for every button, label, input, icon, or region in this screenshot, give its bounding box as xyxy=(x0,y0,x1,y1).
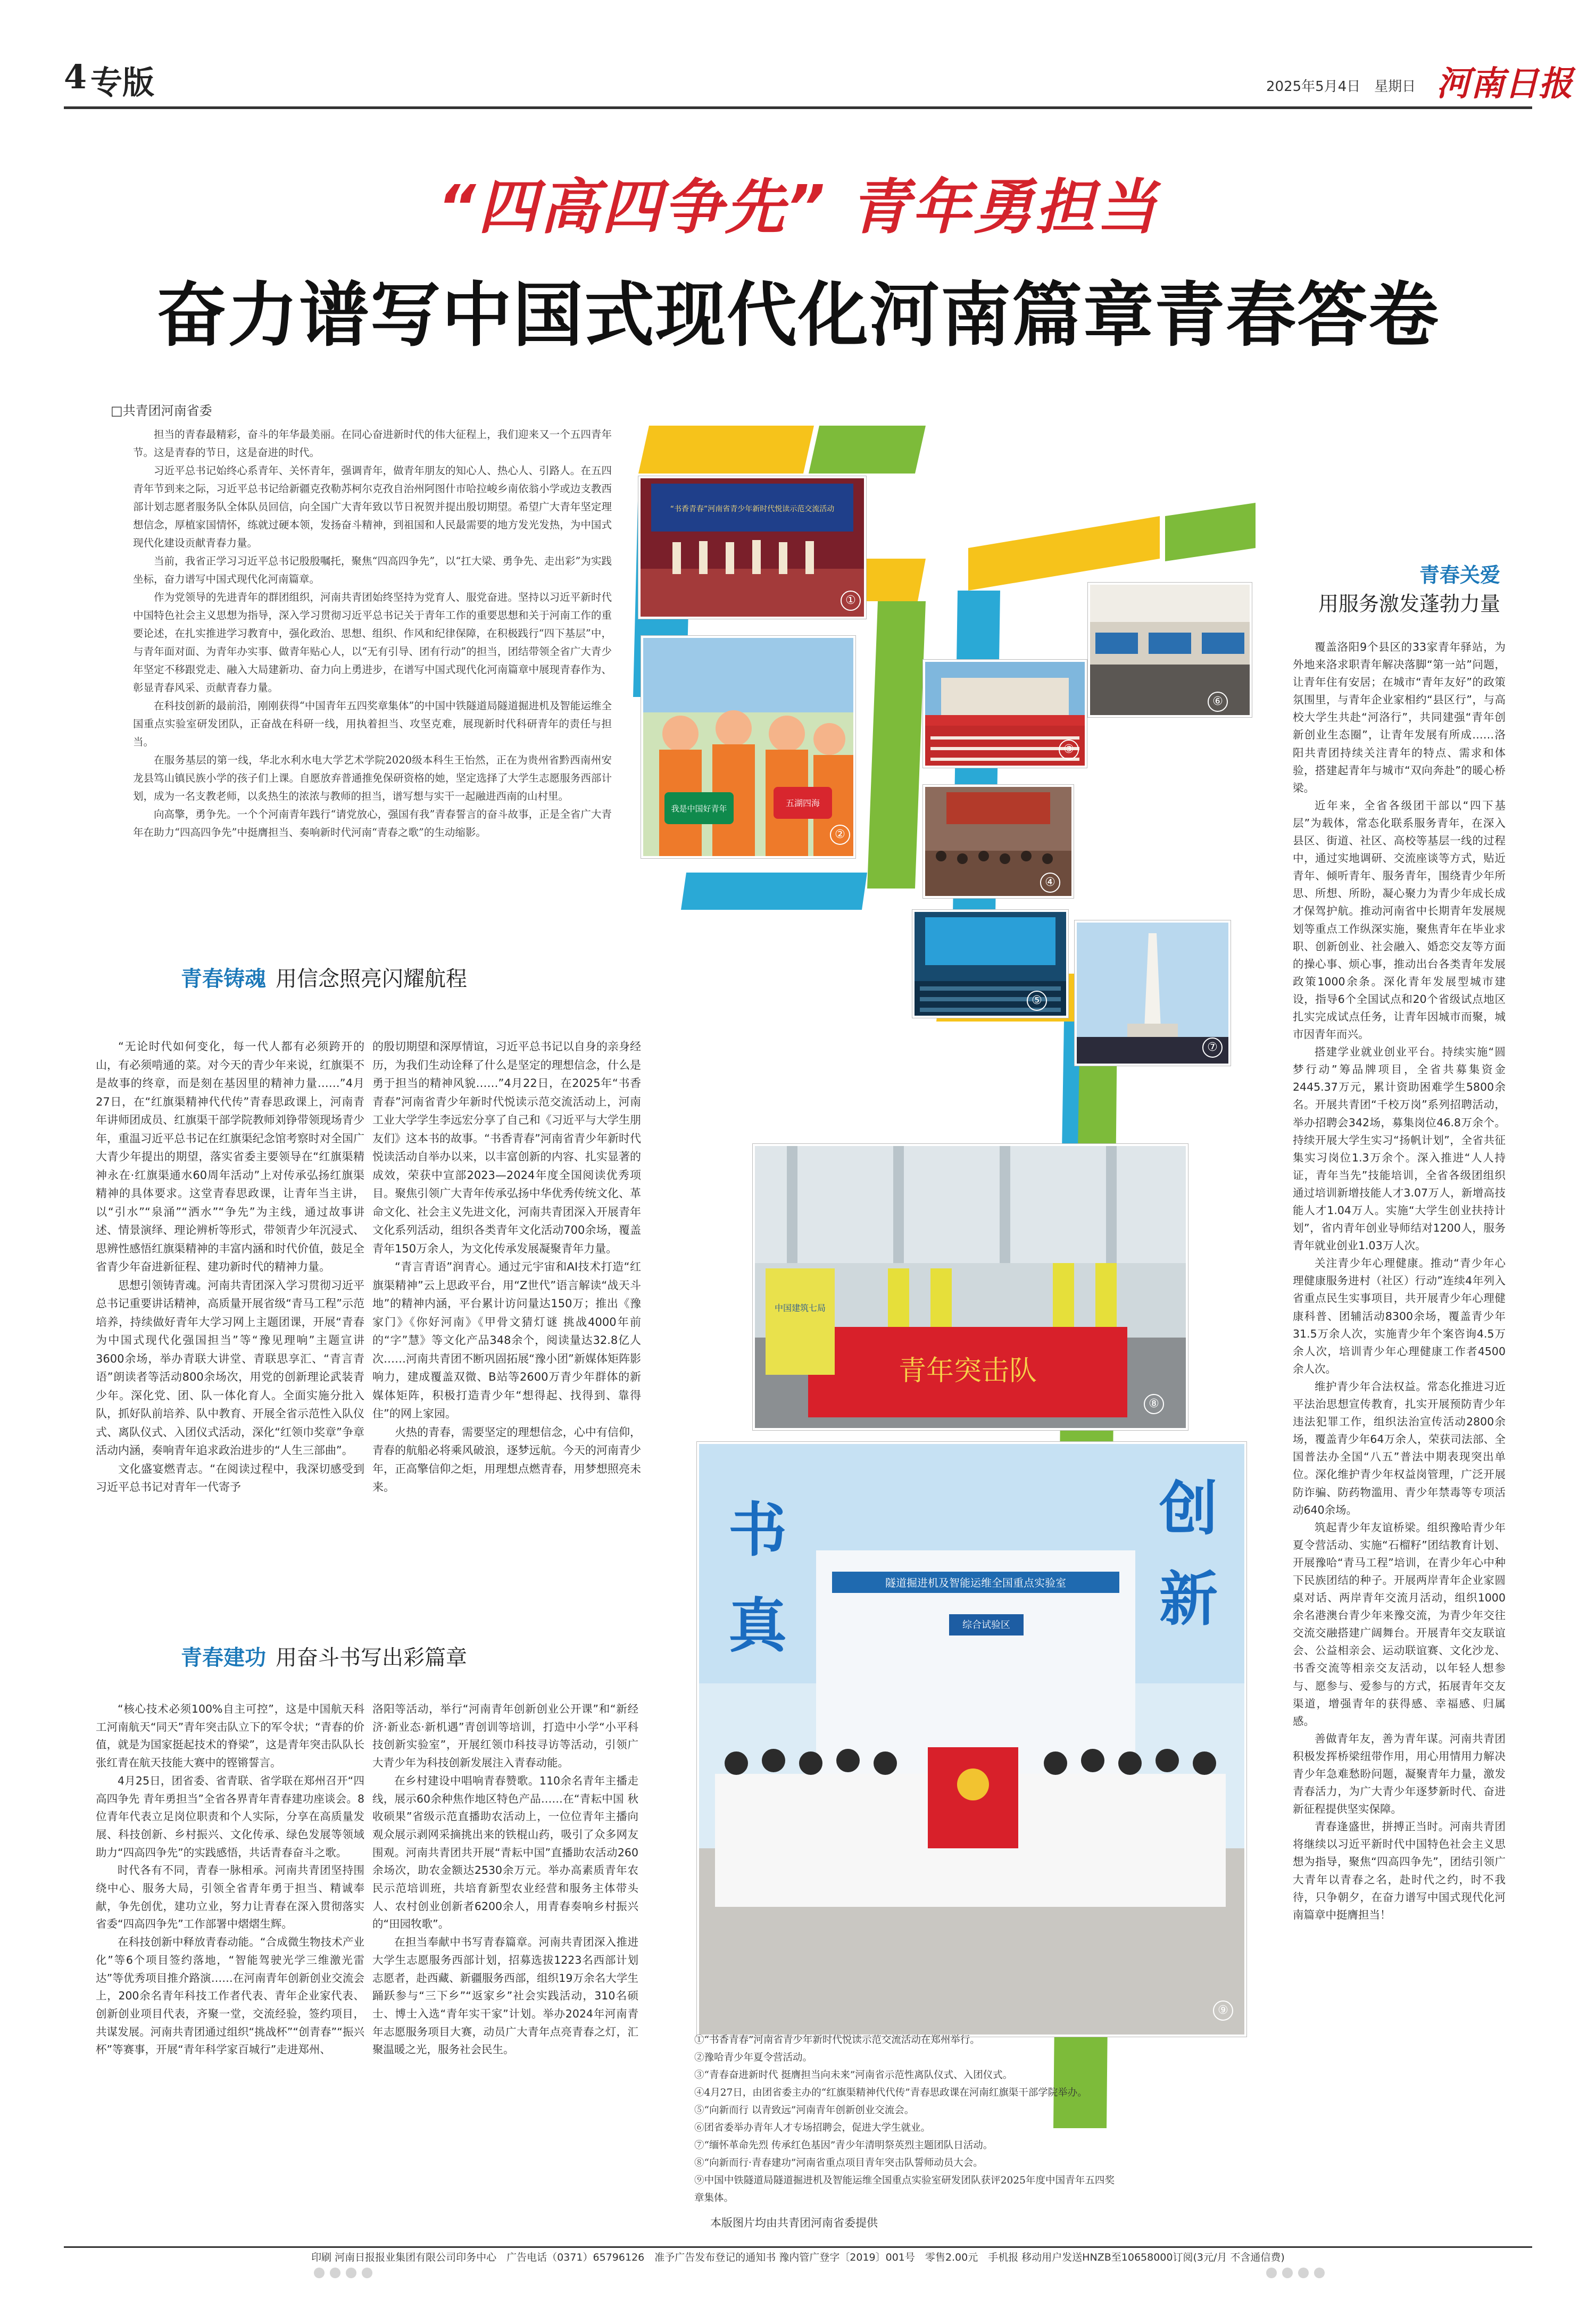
calligraphy-char: 书 xyxy=(728,1496,787,1564)
strip-yellow xyxy=(638,426,814,474)
flag-text: 青年突击队 xyxy=(898,1355,1037,1387)
building xyxy=(941,678,1069,715)
title-kicker: “四高四争先” 青年勇担当 xyxy=(437,173,1159,242)
stage-banner: “书香青春”河南省青少年新时代悦读示范交流活动 xyxy=(670,505,835,513)
body-paragraph: 近年来，全省各级团干部以“四下基层”为载体，常态化联系服务青年，在深入县区、街道、社区、高校等基层一线的过程中，通过实地调研、交流座谈等方式，贴近青年、倾听青年、服务青年，围绕青少年所思、所想、所盼，凝心聚力为青少年成长成才保驾护航。推动河南省中长期青年发展规划等重点工作纵深实施，聚焦青年在毕业求职、创新创业、社会融入、婚恋交友等方面的操心事、烦心事，推动出台各类青年发展政策1000余条。深化青年发展型城市建设，指导6个全国试点和20个省级试点地区扎实完成试点任务，让青年因城市而聚，城市因青年而兴。 xyxy=(1293,799,1506,1041)
body-paragraph: 文化盛宴燃青志。“在阅读过程中，我深切感受到习近平总书记对青年一代寄予 xyxy=(96,1462,364,1493)
body-paragraph: 覆盖洛阳9个县区的33家青年驿站，为外地来洛求职青年解决落脚“第一站”问题，让青年住有安居；在城市“青年友好”的政策氛围里，与青年企业家相约“县区行”，与高校大学生共赴“河洛行”，共同建强“青年创新创业生态圈”，让青年发展有所成……洛阳共青团持续关注青年的特点、需求和体验，搭建起青年与城市“双向奔赴”的暖心桥梁。 xyxy=(1293,641,1506,794)
section-heading: 青春铸魂 xyxy=(181,967,266,991)
registration-dot xyxy=(330,2268,340,2278)
photo-job-fair xyxy=(1088,583,1252,717)
registration-dot xyxy=(1314,2268,1325,2278)
banner-text: 隧道掘进机及智能运维全国重点实验室 xyxy=(885,1576,1066,1589)
body-paragraph: “核心技术必须100%自主可控”，这是中国航天科工河南航天“同天”青年突击队立下的军令状；“青春的价值，就是为国家挺起技术的脊梁”，这是青年突击队队长张红青在航天技能大赛中的铿锵誓言。 xyxy=(96,1703,364,1770)
photo-number: ⑤ xyxy=(1027,991,1047,1011)
sky xyxy=(643,638,853,712)
zhuhun-col2 xyxy=(372,1037,641,1497)
strip-green-3 xyxy=(1165,503,1256,561)
footer-rule xyxy=(64,2246,1532,2248)
signboard-text: 综合试验区 xyxy=(962,1620,1010,1631)
body-paragraph: 洛阳等活动，举行“河南青年创新创业公开课”和“新经济·新业态·新机遇”青创训等培训，打造中小学“小平科技创新实验室”，开展红领巾科技寻访等活动，引领广大青少年为科技创新发展注入青春动能。 xyxy=(372,1703,638,1770)
body-paragraph: 的殷切期望和深厚情谊，习近平总书记以自身的亲身经历，为我们生动诠释了什么是坚定的理想信念，什么是勇于担当的精神风貌……”4月22日，在2025年“书香青春”河南省青少年新时代悦读示范交流活动上，河南工业大学学生李远宏分享了自己和《习近平与大学生朋友们》这本书的故事。“书香青春”河南省青少年新时代悦读活动自举办以来，以丰富创新的内容、扎实显著的成效，荣获中宣部2023—2024年度全国阅读优秀项目。聚焦引领广大青年传承弘扬中华优秀传统文化、革命文化、社会主义先进文化，河南共青团深入开展青年文化系列活动，组织各类青年文化活动700余场，覆盖青年150万余人，为文化传承发展凝聚青年力量。 xyxy=(372,1040,641,1255)
photo-captions xyxy=(694,2031,1115,2207)
caption-item: ⑦“缅怀革命先烈 传承红色基因”青少年清明祭英烈主题团队日活动。 xyxy=(694,2140,993,2151)
stage-screen xyxy=(946,792,1050,824)
section-title-jiangong xyxy=(181,1641,467,1671)
caption-item: ⑨中国中铁隧道局隧道掘进机及智能运维全国重点实验室研发团队获评2025年度中国青年五四奖章集体。 xyxy=(694,2175,1115,2204)
section-name: 专版 xyxy=(90,64,154,102)
registration-dot xyxy=(1298,2268,1309,2278)
body-paragraph: 思想引领铸青魂。河南共青团深入学习贯彻习近平总书记重要讲话精神，高质量开展省级“青马工程”示范培养，持续做好青年大学习网上主题团课，开展“青春为中国式现代化强国担当”等“豫见理响”主题宣讲3600余场，举办青联大讲堂、青联思享汇、“青言青语”朗读者等活动800余场次，用党的创新理论武装青少年。深化党、团、队一体化育人。全面实施分批入队，抓好队前培养、队中教育、开展全省示范性入队仪式、离队仪式、入团仪式活动，深化“红领巾奖章”争章活动内涵，奏响青年追求政治进步的“人生三部曲”。 xyxy=(96,1278,364,1457)
body-paragraph: 4月25日，团省委、省青联、省学联在郑州召开“四高四争先 青年勇担当”全省各界青年青春建功座谈会。8位青年代表立足岗位职责和个人实际，分享在高质量发展、科技创新、乡村振兴、文化传承、绿色发展等领域助力“四高四争先”的实践感悟，共话青春奋斗之歌。 xyxy=(96,1774,364,1859)
flag-emblem xyxy=(957,1769,989,1800)
body-paragraph: 关注青少年心理健康。推动“青少年心理健康服务进村（社区）行动”连续4年列入省重点民生实事项目，共开展青少年心理健康科普、团辅活动8300余场，覆盖青少年31.5万余人次，实施青少年个案咨询4.5万余人次，培训青少年心理健康工作者4500余人次。 xyxy=(1293,1257,1506,1375)
monument-base xyxy=(1127,1024,1178,1037)
photo-number: ④ xyxy=(1040,873,1060,893)
footer-imprint: 印刷 河南日报报业集团有限公司印务中心 广告电话（0371）65796126 准予广告发布登记的通知书 豫内管广登字〔2019〕001号 零售2.00元 手机报 移动用户发送HNZB至10658000订阅(3元/月 不含通信费) xyxy=(311,2252,1285,2263)
registration-dot xyxy=(346,2268,356,2278)
zhuhun-col1 xyxy=(96,1037,364,1497)
worker-vest xyxy=(766,1268,835,1375)
body-paragraph: “青言青语”润青心。通过元宇宙和AI技术打造“红旗渠精神”云上思政平台，用“Z世代”语言解读“战天斗地”的精神内涵，平台累计访问量达150万；推出《豫家门》《你好河南》《甲骨文猜灯谜 挑战4000年前的“字”慧》等文化产品348余个，阅读量达32.8亿人次……河南共青团不断巩固拓展“豫小团”新媒体矩阵影响力，建成覆盖双微、B站等2600万青少年群体的新媒体矩阵，积极打造青少年“想得起、找得到、靠得住”的网上家园。 xyxy=(372,1260,641,1420)
jiangong-col1 xyxy=(96,1700,364,2059)
body-paragraph: 善做青年友，善为青年谋。河南共青团积极发挥桥梁纽带作用，用心用情用力解决青少年急难愁盼问题，凝聚青年力量，激发青春活力，为广大青少年逐梦新时代、奋进新征程提供坚实保障。 xyxy=(1293,1732,1506,1816)
strip-cyan-3 xyxy=(952,591,1000,952)
calligraphy-char: 新 xyxy=(1159,1565,1218,1633)
intro-p: 向高擎，勇争先。一个个河南青年践行“请党放心，强国有我”青春誓言的奋斗故事，正是全省广大青年在助力“四高四争先”中挺膺担当、奏响新时代河南“青春之歌”的生动缩影。 xyxy=(133,808,612,838)
intro-p: 在服务基层的第一线，华北水利水电大学艺术学院2020级本科生王怡然，正在为贵州省黔西南州安龙县笃山镇民族小学的孩子们上课。自愿放弃普通推免保研资格的她，坚定选择了大学生志愿服务西部计划，成为一名支教老师，以炙热生的浓浓与教师的担当，谱写想与实干一起融进西南的山村里。 xyxy=(133,754,612,802)
section-subheading: 用奋斗书写出彩篇章 xyxy=(276,1646,467,1670)
hall-roof xyxy=(1090,585,1250,622)
intro-text xyxy=(133,426,612,842)
caption-item: ⑧“向新而行·青春建功”河南省重点项目青年突击队誓师动员大会。 xyxy=(694,2157,983,2169)
guanai-col xyxy=(1293,638,1506,1924)
caption-item: ⑤“向新而行 以青致远”河南青年创新创业交流会。 xyxy=(694,2105,915,2116)
section-title-zhuhun xyxy=(181,962,467,992)
intro-p: 作为党领导的先进青年的群团组织，河南共青团始终坚持为党育人、服党奋进。坚持以习近平新时代中国特色社会主义思想为指导，深入学习贯彻习近平总书记关于青年工作的重要思想和关于河南工作的重要论述，在扎实推进学习教育中，强化政治、思想、组织、作风和纪律保障，在积极践行“四下基层”中，与青年面对面、为青年办实事、做青年贴心人，以“无有引导、团有行动”的担当，团结带领全省广大青少年坚定不移跟党走、融入大局建新功、奋力向上勇进步，在谱写中国式现代化河南篇章中展现青春作为、彰显青春风采、贡献青春力量。 xyxy=(133,591,612,694)
strip-green xyxy=(809,426,926,474)
jiangong-col2 xyxy=(372,1700,638,2059)
intro-p: 在科技创新的最前沿，刚刚获得“中国青年五四奖章集体”的中国中铁隧道局隧道掘进机及智能运维全国重点实验室研发团队，正奋战在科研一线，用执着担当、攻坚克难，展现新时代科研青年的责任与担当。 xyxy=(133,700,612,748)
body-paragraph: 维护青少年合法权益。常态化推进习近平法治思想宣传教育，扎实开展预防青少年违法犯罪工作，组织法治宣传活动2800余场，覆盖青少年64万余人，荣获司法部、全国普法办全国“八五”普法中期表现突出单位。深化维护青少年权益岗管理，广泛开展防诈骗、防药物滥用、青少年禁毒等专项活动640余场。 xyxy=(1293,1380,1506,1516)
caption-item: ①“书香青春”河南省青少年新时代悦读示范交流活动在郑州举行。 xyxy=(694,2035,980,2046)
strip-yellow-3 xyxy=(968,516,1160,591)
paper-logo: 河南日报 xyxy=(1436,64,1573,104)
sign-text-2: 五湖四海 xyxy=(785,798,820,808)
photo-number: ⑨ xyxy=(1213,2000,1233,2021)
caption-item: ②豫哈青少年夏令营活动。 xyxy=(694,2052,813,2063)
led-screen xyxy=(925,917,1055,965)
page-number: 4 xyxy=(64,57,87,96)
registration-dot xyxy=(314,2268,325,2278)
header-rule xyxy=(64,106,1532,109)
section-subheading-guanai: 用服务激发蓬勃力量 xyxy=(1318,592,1500,616)
body-paragraph: 在担当奉献中书写青春篇章。河南共青团深入推进大学生志愿服务西部计划，招募选拔1223名西部计划志愿者，赴西藏、新疆服务西部，组织19万余名大学生踊跃参与“三下乡”“返家乡”社会实践活动，310名硕士、博士入选“青年实干家”计划。举办2024年河南青年志愿服务项目大赛，动员广大青年点亮青春之灯，汇聚温暖之光，服务社会民生。 xyxy=(372,1936,638,2056)
photo-number: ① xyxy=(841,591,861,611)
photo-research-team xyxy=(697,1442,1246,2037)
photo-summer-camp xyxy=(641,636,855,858)
caption-item: ⑥团省委举办青年人才专场招聘会，促进大学生就业。 xyxy=(694,2122,931,2133)
registration-dot xyxy=(1266,2268,1277,2278)
photo-number: ⑥ xyxy=(1208,692,1228,712)
intro-p: 习近平总书记始终心系青年、关怀青年，强调青年，做青年朋友的知心人、热心人、引路人。在五四青年节到来之际，习近平总书记给新疆克孜勒苏柯尔克孜自治州阿图什市哈拉峻乡南依翁小学或边支教西部计划志愿者服务队全体队员回信，向全国广大青年致以节日祝贺并提出殷切期望。希望广大青年坚定理想信念，厚植家国情怀，练就过硬本领，发扬奋斗精神，到祖国和人民最需要的地方发光发热，为中国式现代化建设贡献青春力量。 xyxy=(133,464,612,549)
photo-number: ⑧ xyxy=(1144,1394,1164,1414)
caption-item: ④4月27日，由团省委主办的“红旗渠精神代代传”青春思政课在河南红旗渠干部学院举办。 xyxy=(694,2087,1087,2098)
calligraphy-char: 真 xyxy=(728,1591,787,1660)
caption-item: ③“青春奋进新时代 挺膺担当向未来”河南省示范性离队仪式、入团仪式。 xyxy=(694,2070,1013,2081)
registration-dot xyxy=(1282,2268,1293,2278)
intro-p: 当前，我省正学习习近平总书记殷殷嘱托，聚焦“四高四争先”，以“扛大梁、勇争先、走出彩”为实践坐标，奋力谱写中国式现代化河南篇章。 xyxy=(133,555,612,585)
body-paragraph: 青春逢盛世，拼搏正当时。河南共青团将继续以习近平新时代中国特色社会主义思想为指导，聚焦“四高四争先”，团结引领广大青年以青春之名，赴时代之约，时不我待，只争朝夕，在奋力谱写中国式现代化河南篇章中挺膺担当！ xyxy=(1293,1820,1506,1921)
body-paragraph: “无论时代如何变化，每一代人都有必须跨开的山，有必须啃通的菜。对今天的青少年来说，红旗渠不是故事的终章，而是刻在基因里的精神力量……”4月27日，在“红旗渠精神代代传”青春思政课上，河南青年讲师团成员、红旗渠干部学院教师刘铮带领现场青少年，重温习近平总书记在红旗渠纪念馆考察时对全国广大青少年提出的期望，落实省委主要领导在“红旗渠精神永在·红旗渠通水60周年活动”上对传承弘扬红旗渠精神的具体要求。这堂青春思政课，让青年当主讲，以“引水”“泉涌”“洒水”“争先”为主线，通过故事讲述、情景演绎、理论辨析等形式，带领青少年沉浸式、思辨性感悟红旗渠精神的丰富内涵和时代价值，鼓足全省青少年奋进新征程、建功新时代的精神力量。 xyxy=(96,1040,364,1273)
strip-cyan-2 xyxy=(681,873,867,910)
section-subheading: 用信念照亮闪耀航程 xyxy=(276,967,467,991)
strip-green-2 xyxy=(867,601,926,889)
byline: □共青团河南省委 xyxy=(111,403,212,418)
body-paragraph: 时代各有不同，青春一脉相承。河南共青团坚持围绕中心、服务大局，引领全省青年勇于担当、精诚奉献，争先创优，建功立业，努力让青春在深入贯彻落实省委“四高四争先”工作部署中熠熠生辉。 xyxy=(96,1864,364,1931)
calligraphy-char: 创 xyxy=(1159,1474,1218,1543)
photo-number: ⑦ xyxy=(1202,1037,1223,1058)
red-flags xyxy=(925,715,1085,726)
building-frame xyxy=(755,1146,1186,1263)
body-paragraph: 在科技创新中释放青春动能。“合成微生物技术产业化”等6个项目签约落地，“智能驾驶光学三维激光雷达”等优秀项目推介路演……在河南青年创新创业交流会上，200余名青年科技工作者代表、青年企业家代表、创新创业项目代表，齐聚一堂，交流经验，签约项目，共谋发展。河南共青团通过组织“挑战杯”“创青春”“振兴杯”等赛事，开展“青年科学家百城行”走进郑州、 xyxy=(96,1936,364,2056)
photo-credit: 本版图片均由共青团河南省委提供 xyxy=(710,2216,878,2229)
photo-youth-commando xyxy=(753,1144,1188,1430)
section-title-guanai: 青春关爱 xyxy=(1419,563,1500,587)
photo-reading-event xyxy=(638,476,866,619)
registration-dot xyxy=(362,2268,372,2278)
title-main: 奋力谱写中国式现代化河南篇章青春答卷 xyxy=(156,275,1440,356)
body-paragraph: 筑起青少年友谊桥梁。组织豫哈青少年夏令营活动、实施“石榴籽”团结教育计划、开展豫哈“青马工程”培训，在青少年心中种下民族团结的种子。开展两岸青年企业家圆桌对话、两岸青年交流月活动，组织1000余名港澳台青少年来豫交流，为青少年交往交流交融搭建广阔舞台。开展青年交友联谊会、公益相亲会、运动联谊赛、文化沙龙、书香交流等相亲交友活动，以年轻人想参与、愿参与、爱参与的方式，拓展青年交友渠道，增强青年的获得感、幸福感、归属感。 xyxy=(1293,1521,1506,1728)
photo-number: ② xyxy=(830,825,850,845)
section-heading: 青春建功 xyxy=(181,1646,266,1670)
intro-p: 担当的青春最精彩，奋斗的年华最美丽。在同心奋进新时代的伟大征程上，我们迎来又一个五四青年节。这是青春的节日，这是奋进的时代。 xyxy=(133,428,612,459)
photo-number: ③ xyxy=(1059,740,1079,760)
stage-floor xyxy=(641,569,864,617)
issue-date: 2025年5月4日 星期日 xyxy=(1266,79,1416,95)
body-paragraph: 在乡村建设中唱响青春赞歌。110余名青年主播走线，展示60余种焦作地区特色产品……在“青耘中国 秋收硕果”省级示范直播助农活动上，一位位青年主播向观众展示剥网采摘挑出来的铁棍山药，吸引了众多网友围观。河南共青团共开展“青耘中国”直播助农活动260余场次，助农金额达2530余万元。举办高素质青年农民示范培训班，共培育新型农业经营和服务主体带头人、农村创业创新者6200余人，用青春奏响乡村振兴的“田园牧歌”。 xyxy=(372,1774,638,1931)
body-paragraph: 搭建学业就业创业平台。持续实施“圆梦行动”筹品牌项目，全省共募集资金2445.37万元，累计资助困难学生5800余名。开展共青团“千校万岗”系列招聘活动，举办招聘会342场，募集岗位46.8万余个。持续开展大学生实习“扬帆计划”，全省共征集实习岗位1.3万余个。深入推进“人人持证，青年当先”技能培训，全省各级团组织通过培训新增技能人才3.07万人，新增高技能人才1.04万人。实施“大学生创业扶持计划”，省内青年创业导师结对1200人，服务青年就业创业1.03万人次。 xyxy=(1293,1045,1506,1252)
vest-text: 中国建筑七局 xyxy=(774,1303,826,1313)
sign-text-1: 我是中国好青年 xyxy=(671,804,727,813)
booths xyxy=(1095,633,1244,654)
body-paragraph: 火热的青春，需要坚定的理想信念，心中有信仰，青春的航船必将乘风破浪，逐梦远航。今天的河南青少年，正高擎信仰之炬，用理想点燃青春，用梦想照亮未来。 xyxy=(372,1425,641,1493)
